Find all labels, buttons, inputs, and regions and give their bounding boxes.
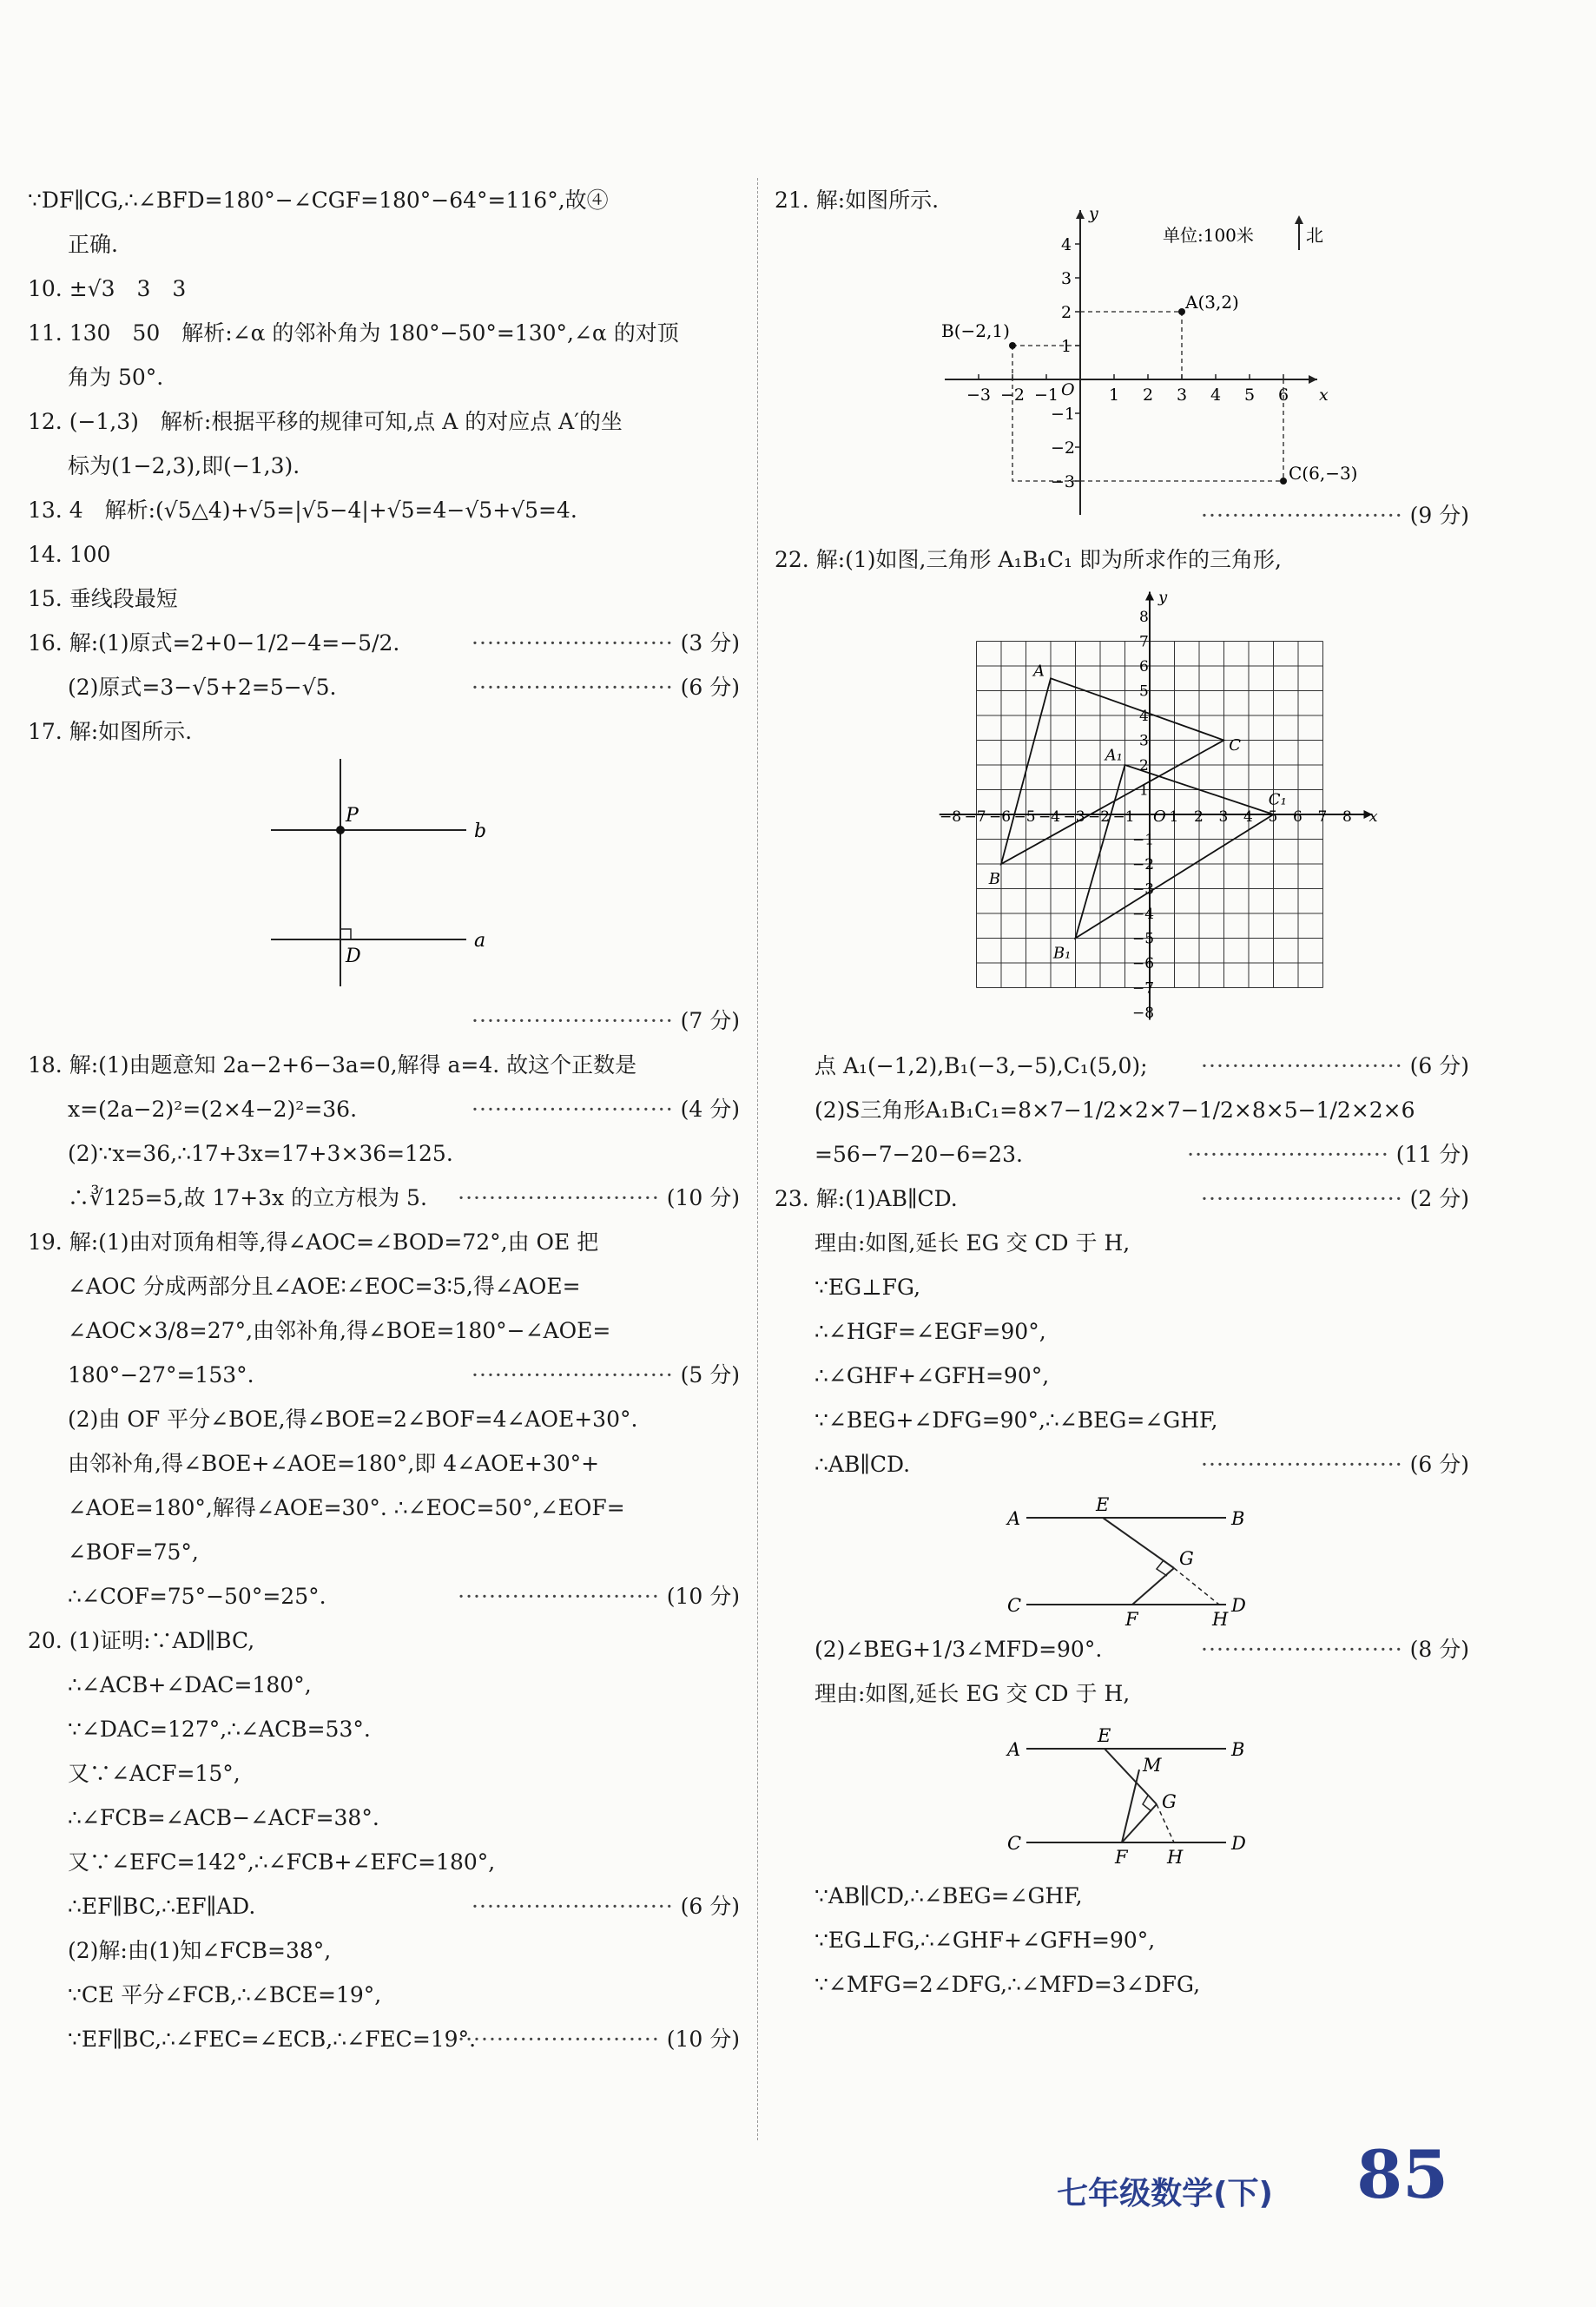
text-line (28, 709, 740, 754)
label-d: D (346, 946, 361, 967)
text-line (775, 493, 1469, 537)
line-text: (2)解:由(1)知∠FCB=38°, (68, 1938, 332, 1963)
column-divider (757, 178, 758, 2140)
y-tick-label: −5 (1132, 930, 1155, 948)
x-tick-label: 8 (1342, 808, 1352, 826)
line-text: 理由:如图,延长 EG 交 CD 于 H, (814, 1681, 1131, 1706)
guide-a (1080, 312, 1182, 379)
points-value: (2 分) (1409, 1186, 1469, 1211)
point-a (1178, 308, 1185, 315)
label-f: F (1115, 1847, 1128, 1868)
line-text: ∴EF∥BC,∴EF∥AD. (68, 1894, 256, 1919)
text-line (28, 178, 740, 222)
line-text: ∠AOC×3/8=27°,由邻补角,得∠BOE=180°−∠AOE= (68, 1318, 611, 1343)
text-line (28, 1928, 740, 1973)
text-line (28, 1663, 740, 1707)
line-text: ∵AB∥CD,∴∠BEG=∠GHF, (814, 1883, 1083, 1908)
points-value: (6 分) (680, 675, 740, 700)
line-text: ∵∠BEG+∠DFG=90°,∴∠BEG=∠GHF, (814, 1407, 1218, 1433)
label-g: G (1162, 1791, 1177, 1812)
page-number: 85 (1356, 2136, 1448, 2213)
y-tick-label: 2 (1139, 757, 1149, 774)
line-text: 22. 解:(1)如图,三角形 A₁B₁C₁ 即为所求作的三角形, (775, 547, 1282, 572)
points-value: (6 分) (1409, 1053, 1469, 1078)
score-points: ·························· (9 分) (1201, 503, 1469, 528)
line-text: 10. ±√3 3 3 (28, 276, 187, 301)
left-column (28, 178, 740, 2061)
score-points: ·························· (4 分) (472, 1097, 740, 1122)
label-c: C(6,−3) (1289, 463, 1358, 484)
x-tick-label: −5 (1013, 808, 1036, 826)
line-text: 由邻补角,得∠BOE+∠AOE=180°,即 4∠AOE+30°+ (68, 1451, 600, 1476)
x-axis-label: x (1319, 386, 1329, 405)
line-text: ∠AOC 分成两部分且∠AOE∶∠EOC=3∶5,得∠AOE= (68, 1274, 581, 1299)
x-tick-label: −8 (940, 808, 962, 826)
score-points: ·························· (6 分) (472, 675, 740, 700)
label-a: A (1033, 662, 1045, 681)
line-text: ∵DF∥CG,∴∠BFD=180°−∠CGF=180°−64°=116°,故④ (28, 188, 609, 213)
text-line (775, 1309, 1469, 1354)
text-line (28, 1397, 740, 1441)
text-line (775, 1962, 1469, 2007)
label-d: D (1231, 1595, 1246, 1616)
label-d: D (1231, 1833, 1246, 1854)
line-text: 18. 解:(1)由题意知 2a−2+6−3a=0,解得 a=4. 故这个正数是 (28, 1052, 637, 1078)
text-line (28, 1530, 740, 1574)
label-h: H (1212, 1609, 1229, 1630)
text-line (28, 665, 740, 709)
x-tick-label: 7 (1317, 808, 1328, 826)
score-points: ·························· (10 分) (458, 1185, 740, 1210)
text-line (775, 1044, 1469, 1088)
figure-21 (775, 204, 1469, 491)
text-line (28, 222, 740, 267)
score-points: ·························· (8 分) (1201, 1637, 1469, 1662)
points-value: (5 分) (680, 1362, 740, 1387)
line-text: 21. 解:如图所示. (775, 188, 940, 213)
north-label: 北 (1306, 225, 1323, 246)
text-line (28, 621, 740, 665)
y-arrow (1145, 592, 1154, 601)
text-line (775, 1398, 1469, 1442)
score-points: ·························· (6 分) (1201, 1452, 1469, 1477)
line-text: 又∵∠ACF=15°, (68, 1761, 241, 1786)
coordinate-plane-21 (775, 204, 1469, 491)
y-tick-label: −6 (1132, 955, 1155, 972)
text-line (28, 1840, 740, 1884)
label-a: a (474, 930, 486, 952)
points-value: (4 分) (680, 1097, 740, 1122)
line-text: 15. 垂线段最短 (28, 586, 178, 611)
points-value: (10 分) (666, 1584, 740, 1609)
text-line (28, 532, 740, 577)
score-points: ·························· (5 分) (472, 1362, 740, 1387)
label-e: E (1098, 1725, 1111, 1746)
unit-label: 单位:100米 (1163, 225, 1254, 246)
y-tick-label: 1 (1139, 781, 1149, 800)
points-value: (8 分) (1409, 1637, 1469, 1662)
text-line (28, 1618, 740, 1663)
figure-17-svg (28, 759, 740, 993)
y-tick-label: 2 (1061, 303, 1072, 322)
line-text: ∴∠GHF+∠GFH=90°, (814, 1363, 1050, 1388)
y-axis-label: y (1158, 588, 1168, 607)
y-tick-label: −3 (1132, 880, 1155, 899)
x-tick-label: 2 (1143, 386, 1154, 405)
label-b: B (988, 869, 1000, 888)
text-line (28, 1707, 740, 1751)
line-text: 点 A₁(−1,2),B₁(−3,−5),C₁(5,0); (814, 1053, 1148, 1078)
x-tick-label: 4 (1243, 808, 1253, 826)
text-line (28, 1441, 740, 1486)
text-line (28, 1574, 740, 1618)
line-text: ∵CE 平分∠FCB,∴∠BCE=19°, (68, 1982, 382, 2007)
y-tick-label: −1 (1051, 405, 1076, 424)
right-angle-mark (340, 929, 351, 939)
points-value: (6 分) (680, 1894, 740, 1919)
line-text: ∵EF∥BC,∴∠FEC=∠ECB,∴∠FEC=19°. (68, 2027, 477, 2052)
label-p: P (346, 805, 359, 827)
text-line (28, 399, 740, 444)
score-points: ·························· (6 分) (1201, 1053, 1469, 1078)
points-value: (6 分) (1409, 1452, 1469, 1477)
x-tick-label: 1 (1169, 808, 1179, 826)
point-p (336, 826, 345, 834)
x-arrow (1309, 375, 1317, 384)
line-text: (2)S三角形A₁B₁C₁=8×7−1/2×2×7−1/2×8×5−1/2×2×6 (814, 1097, 1415, 1123)
figure-23b (775, 1721, 1469, 1869)
text-line (28, 311, 740, 355)
line-text: 13. 4 解析:(√5△4)+√5=|√5−4|+√5=4−√5+√5=4. (28, 498, 577, 523)
x-tick-label: 5 (1268, 808, 1278, 826)
line-text: 19. 解:(1)由对顶角相等,得∠AOC=∠BOD=72°,由 OE 把 (28, 1229, 599, 1255)
left-lines-bottom (28, 999, 740, 2061)
x-tick-label: 5 (1244, 386, 1256, 405)
figure-22 (775, 587, 1469, 1038)
text-line (775, 1354, 1469, 1398)
text-line (775, 537, 1469, 582)
points-value: (11 分) (1395, 1142, 1469, 1167)
y-tick-label: −1 (1132, 831, 1155, 849)
line-text: (2)∠BEG+1/3∠MFD=90°. (814, 1637, 1103, 1662)
score-points: ·························· (2 分) (1201, 1186, 1469, 1211)
label-b: B (1231, 1508, 1245, 1529)
line-text: (2)原式=3−√5+2=5−√5. (68, 675, 337, 700)
score-points: ·························· (3 分) (472, 630, 740, 656)
label-m: M (1143, 1755, 1162, 1776)
label-a: A (1007, 1508, 1021, 1529)
line-text: 16. 解:(1)原式=2+0−1/2−4=−5/2. (28, 630, 400, 656)
line-text: (2)由 OF 平分∠BOE,得∠BOE=2∠BOF=4∠AOE+30°. (68, 1407, 638, 1432)
line-text: x=(2a−2)²=(2×4−2)²=36. (68, 1097, 358, 1122)
text-line (28, 1131, 740, 1176)
y-tick-label: −4 (1132, 906, 1155, 923)
label-c: C (1007, 1833, 1022, 1854)
points-value: (7 分) (680, 1008, 740, 1033)
line-text: 标为(1−2,3),即(−1,3). (68, 453, 300, 478)
triangle-abc (1001, 678, 1224, 864)
line-text: 20. (1)证明:∵AD∥BC, (28, 1628, 255, 1653)
right-lines-e (775, 1874, 1469, 2007)
label-f: F (1125, 1609, 1138, 1630)
line-text: ∵∠DAC=127°,∴∠ACB=53°. (68, 1717, 371, 1742)
points-value: (3 分) (680, 630, 740, 656)
right-lines-d (775, 1627, 1469, 1716)
line-text: ∴∠ACB+∠DAC=180°, (68, 1672, 312, 1697)
text-line (28, 1751, 740, 1796)
label-a: A (1007, 1739, 1021, 1760)
text-line (28, 1087, 740, 1131)
segment-gf (1132, 1568, 1174, 1605)
points-value: (10 分) (666, 1185, 740, 1210)
line-text: 17. 解:如图所示. (28, 719, 193, 744)
text-line (28, 1176, 740, 1220)
y-tick-label: 5 (1139, 682, 1149, 701)
label-a: A(3,2) (1185, 292, 1239, 313)
text-line (28, 267, 740, 311)
text-line (28, 444, 740, 488)
left-lines-top (28, 178, 740, 754)
label-a1: A₁ (1105, 746, 1123, 765)
text-line (28, 1264, 740, 1308)
x-tick-label: −7 (964, 808, 986, 826)
label-c: C (1007, 1595, 1022, 1616)
figure-23b-svg (775, 1721, 1469, 1869)
label-g: G (1179, 1548, 1194, 1569)
line-text: 又∵∠EFC=142°,∴∠FCB+∠EFC=180°, (68, 1849, 496, 1875)
footer-grade-label: 七年级数学(下) (1057, 2176, 1273, 2211)
text-line (775, 1671, 1469, 1716)
x-tick-label: −2 (1000, 386, 1026, 405)
score-points: ·························· (10 分) (458, 2027, 740, 2052)
label-c1: C₁ (1268, 790, 1287, 809)
y-tick-label: 4 (1139, 708, 1149, 725)
line-text: ∵∠MFG=2∠DFG,∴∠MFD=3∠DFG, (814, 1972, 1201, 1997)
line-text: (2)∵x=36,∴17+3x=17+3×36=125. (68, 1141, 453, 1166)
text-line (28, 1884, 740, 1928)
y-tick-label: −2 (1051, 438, 1076, 458)
text-line (28, 999, 740, 1043)
text-line (775, 1874, 1469, 1918)
y-tick-label: −2 (1132, 856, 1155, 873)
text-line (28, 1486, 740, 1530)
right-column (775, 178, 1469, 2007)
text-line (775, 1177, 1469, 1221)
y-tick-label: 4 (1061, 235, 1072, 254)
line-text: ∠BOF=75°, (68, 1539, 199, 1565)
text-line (28, 577, 740, 621)
label-e: E (1096, 1494, 1110, 1515)
y-axis-label: y (1089, 204, 1098, 223)
segment-fm (1122, 1770, 1139, 1842)
line-text: ∵EG⊥FG,∴∠GHF+∠GFH=90°, (814, 1928, 1156, 1953)
x-tick-label: −4 (1039, 808, 1061, 826)
point-b (1009, 342, 1016, 349)
text-line (775, 1442, 1469, 1486)
points-value: (9 分) (1409, 503, 1469, 528)
text-line (28, 1973, 740, 2017)
x-tick-label: 4 (1210, 386, 1222, 405)
x-tick-label: −2 (1088, 808, 1111, 826)
x-tick-label: 3 (1177, 386, 1188, 405)
score-points: ·························· (10 分) (458, 1584, 740, 1609)
origin-label: O (1061, 380, 1075, 399)
text-line (28, 2017, 740, 2061)
line-text: 180°−27°=153°. (68, 1362, 254, 1387)
text-line (28, 355, 740, 399)
x-tick-label: −3 (1063, 808, 1085, 826)
line-text: =56−7−20−6=23. (814, 1142, 1023, 1167)
figure-23a-svg (775, 1492, 1469, 1630)
x-tick-label: −1 (1112, 808, 1135, 826)
text-line (28, 1308, 740, 1353)
text-line (775, 1265, 1469, 1309)
right-lines-c (775, 1044, 1469, 1486)
text-line (775, 178, 1469, 222)
x-axis-label: x (1368, 807, 1378, 826)
line-text: 12. (−1,3) 解析:根据平移的规律可知,点 A 的对应点 A′的坐 (28, 409, 623, 434)
x-tick-label: −1 (1034, 386, 1059, 405)
y-tick-label: −7 (1132, 979, 1155, 998)
label-h: H (1167, 1847, 1184, 1868)
text-line (28, 1220, 740, 1264)
line-text: 11. 130 50 解析:∠α 的邻补角为 180°−50°=130°,∠α 的对顶 (28, 320, 679, 346)
line-text: ∵EG⊥FG, (814, 1275, 921, 1300)
y-tick-label: −3 (1051, 472, 1076, 491)
label-b: B(−2,1) (941, 320, 1010, 341)
y-tick-label: 3 (1061, 269, 1072, 288)
points-value: (10 分) (666, 2027, 740, 2052)
text-line (775, 1132, 1469, 1177)
figure-17 (28, 759, 740, 993)
line-text: ∴AB∥CD. (814, 1452, 911, 1477)
label-b: B (1231, 1739, 1245, 1760)
grid-plane-22 (775, 587, 1469, 1038)
label-b: b (474, 821, 487, 842)
text-line (28, 1043, 740, 1087)
line-text: 角为 50°. (68, 365, 164, 390)
score-points: ·························· (6 分) (472, 1894, 740, 1919)
x-tick-label: −6 (989, 808, 1012, 826)
figure-23a (775, 1492, 1469, 1630)
x-tick-label: 3 (1218, 808, 1229, 826)
right-lines-b (775, 493, 1469, 582)
x-tick-label: 2 (1194, 808, 1204, 826)
y-tick-label: 8 (1139, 609, 1149, 626)
text-line (775, 1221, 1469, 1265)
y-tick-label: 6 (1139, 658, 1149, 676)
x-tick-label: 6 (1293, 808, 1303, 826)
y-tick-label: 3 (1139, 732, 1149, 750)
line-text: ∴∠COF=75°−50°=25°. (68, 1584, 326, 1609)
score-points: ·························· (7 分) (472, 1008, 740, 1033)
text-line (28, 1353, 740, 1397)
line-text: 23. 解:(1)AB∥CD. (775, 1186, 958, 1211)
label-b1: B₁ (1052, 944, 1072, 963)
text-line (775, 1918, 1469, 1962)
point-c (1280, 478, 1287, 484)
line-text: 理由:如图,延长 EG 交 CD 于 H, (814, 1230, 1131, 1256)
line-text: ∴∠FCB=∠ACB−∠ACF=38°. (68, 1805, 379, 1830)
text-line (28, 488, 740, 532)
segment-gh-dashed (1174, 1568, 1219, 1605)
x-tick-label: −3 (966, 386, 992, 405)
y-tick-label: −8 (1132, 1005, 1155, 1022)
x-tick-label: 1 (1109, 386, 1120, 405)
line-text: ∠AOE=180°,解得∠AOE=30°. ∴∠EOC=50°,∠EOF= (68, 1495, 625, 1520)
line-text: 14. 100 (28, 542, 111, 567)
score-points: ·························· (11 分) (1187, 1142, 1469, 1167)
y-tick-label: 7 (1139, 633, 1149, 651)
x-tick-label: 6 (1278, 386, 1289, 405)
text-line (775, 1627, 1469, 1671)
y-tick-label: 1 (1061, 337, 1072, 356)
text-line (28, 1796, 740, 1840)
right-lines-a (775, 178, 1469, 222)
origin-label: O (1153, 807, 1166, 826)
line-text: ∴∛125=5,故 17+3x 的立方根为 5. (68, 1185, 427, 1210)
label-c: C (1229, 735, 1241, 755)
text-line (775, 1088, 1469, 1132)
line-text: ∴∠HGF=∠EGF=90°, (814, 1319, 1046, 1344)
line-text: 正确. (68, 232, 118, 257)
